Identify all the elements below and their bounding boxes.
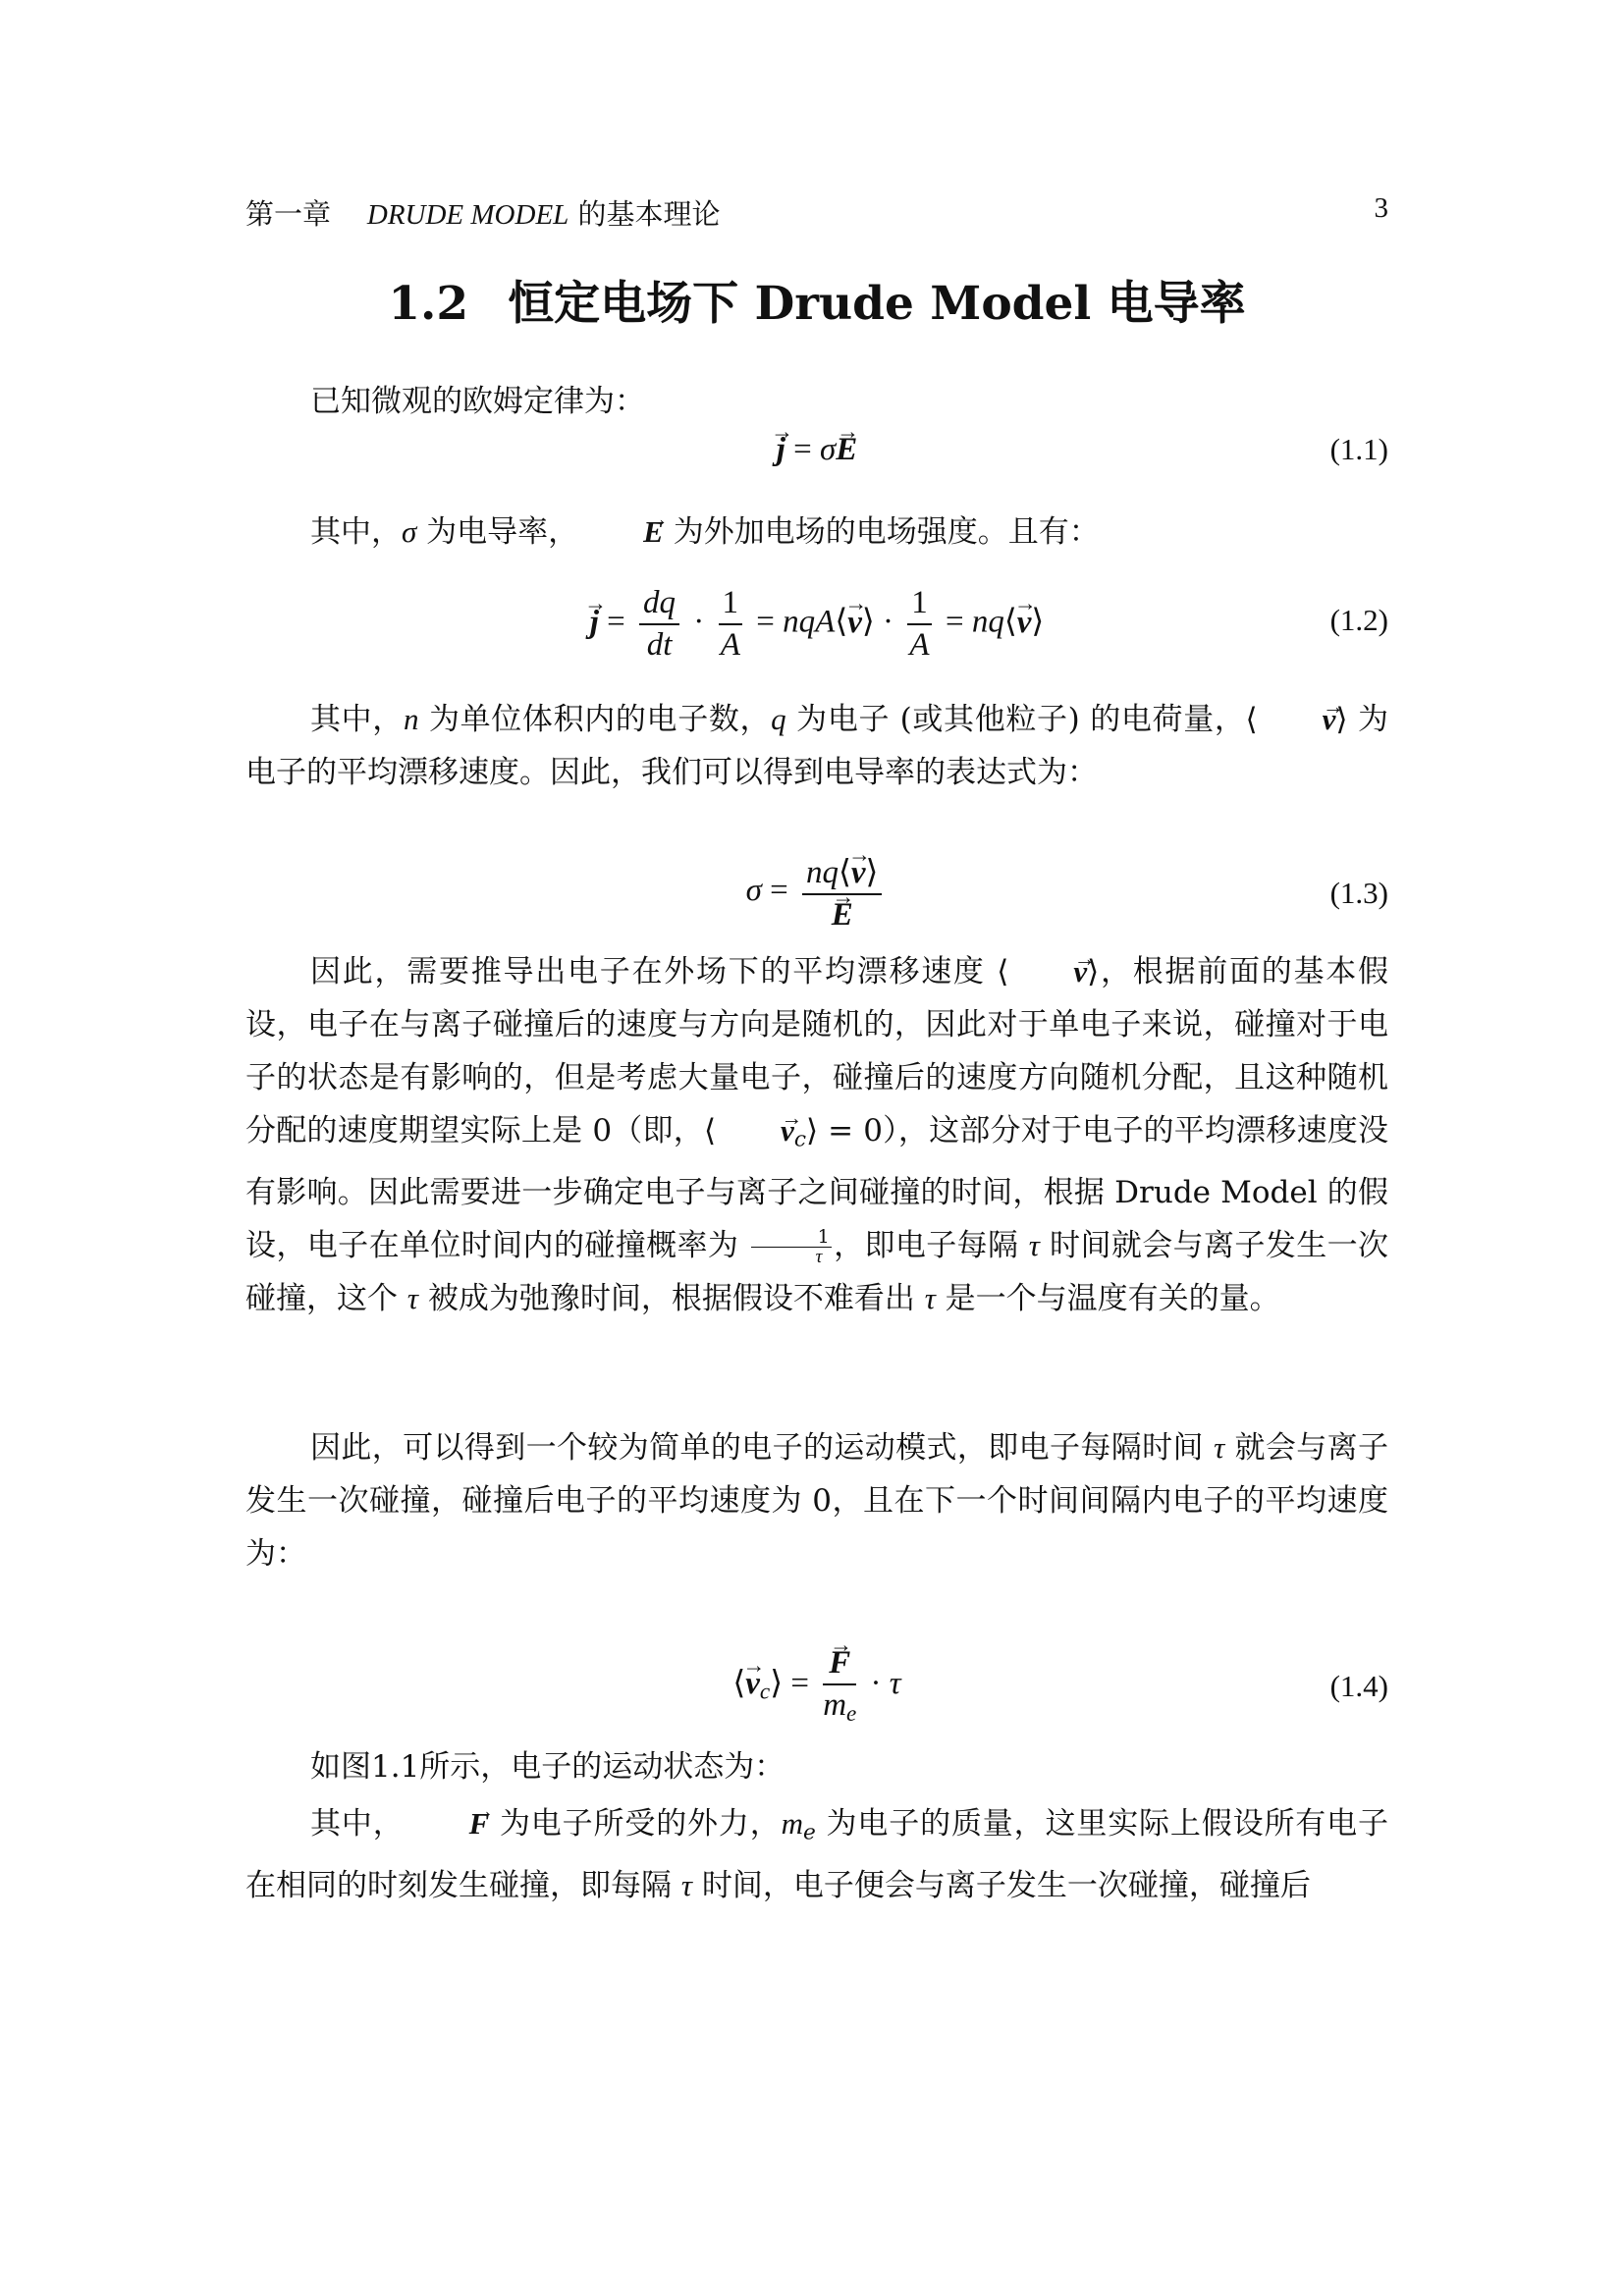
- j-vector: → j: [590, 605, 599, 641]
- frac-num: 1: [719, 585, 743, 625]
- fraction-dq-dt: [639, 585, 679, 664]
- rangle: ⟩: [861, 601, 875, 640]
- p2-b: 为电导率，: [416, 514, 579, 550]
- p4-g: 是一个与温度有关的量。: [935, 1281, 1280, 1317]
- fraction-f-me: [823, 1645, 856, 1727]
- tau-symbol: τ: [1214, 1430, 1225, 1465]
- nqa-term: nqA: [783, 604, 836, 640]
- f-vector: → F: [829, 1645, 850, 1682]
- fraction-1-a: [719, 585, 743, 664]
- fraction-1-a-2: [907, 585, 932, 664]
- p3-a: 其中，: [310, 702, 404, 737]
- rangle: ⟩: [1031, 601, 1045, 640]
- frac-num: 1: [907, 585, 932, 625]
- p5-b: 就会与离子发生一次碰撞，碰撞后电子的平均速度为 0，且在下一个时间间隔内电子的平均速度为：: [245, 1430, 1389, 1572]
- eq-1-1-number: (1.1): [1329, 432, 1388, 466]
- eq-sign: =: [793, 432, 812, 467]
- sigma-symbol: σ: [745, 873, 762, 909]
- paragraph-3: [245, 693, 1388, 799]
- rangle: ⟩: [770, 1662, 784, 1701]
- rangle: ⟩: [865, 852, 879, 890]
- eq-sign: =: [770, 873, 788, 909]
- eq-sign: =: [790, 1665, 809, 1701]
- equation-1-4: [245, 1645, 1388, 1734]
- c-subscript: c: [759, 1678, 771, 1704]
- p3-d: 为电子的平均漂移速度。因此，我们可以得到电导率的表达式为：: [245, 702, 1389, 790]
- tau-symbol: τ: [1028, 1228, 1040, 1263]
- p7-b: 为电子所受的外力，: [489, 1806, 782, 1842]
- p2-c: 为外加电场的电场强度。且有：: [663, 514, 1100, 550]
- langle: ⟨: [997, 954, 1009, 989]
- paragraph-4: [245, 945, 1388, 1325]
- tau-symbol: τ: [924, 1281, 936, 1316]
- langle: ⟨: [835, 601, 848, 640]
- frac-den: [823, 1685, 856, 1727]
- chapter-en: DRUDE MODEL: [366, 199, 569, 231]
- e-vector: → E: [836, 432, 857, 468]
- eq-1-4-body: [245, 1645, 1388, 1727]
- paragraph-2: [245, 506, 1388, 559]
- eq-sign: =: [607, 604, 625, 640]
- nq-term: nq: [806, 855, 839, 890]
- fraction-conductivity: [802, 852, 882, 934]
- langle: ⟨: [839, 852, 851, 890]
- rangle: ⟩: [1087, 954, 1100, 989]
- eq-1-2-number: (1.2): [1329, 603, 1388, 637]
- m-symbol: m: [823, 1687, 847, 1723]
- q-symbol: q: [771, 702, 786, 736]
- p5-a: 因此，可以得到一个较为简单的电子的运动模式，即电子每隔时间: [310, 1430, 1215, 1466]
- v-vector: → v: [1008, 945, 1087, 998]
- frac-num: [823, 1645, 856, 1685]
- eq-1-1-body: [245, 432, 1388, 468]
- langle: ⟨: [703, 1113, 717, 1148]
- e-vector: → E: [578, 506, 664, 559]
- fraction-1-tau: [751, 1228, 832, 1266]
- eq-sign: =: [756, 604, 775, 640]
- vc-vector: → v: [745, 1666, 760, 1702]
- p4-a: 因此，需要推导出电子在外场下的平均漂移速度: [310, 954, 998, 989]
- equation-1-1: [245, 432, 1388, 501]
- p3-c: 为电子 (或其他粒子) 的电荷量，: [785, 702, 1246, 737]
- e-subscript: e: [803, 1820, 816, 1845]
- cdot: ·: [693, 604, 705, 640]
- chapter-title: [245, 192, 721, 233]
- vc-vector: → v: [716, 1104, 794, 1157]
- p2-a: 其中，: [310, 514, 402, 550]
- frac-den: [802, 895, 882, 934]
- frac-den: τ: [815, 1247, 823, 1268]
- running-header: [245, 192, 1388, 232]
- p7-a: 其中，: [310, 1806, 405, 1842]
- langle: ⟨: [1245, 702, 1258, 737]
- eq-1-3-body: [245, 852, 1388, 934]
- eq-sign: =: [828, 1113, 854, 1148]
- p4-b: ，根据前面的基本假设，电子在与离子碰撞后的速度与方向是随机的，因此对于单电子来说，碰撞对于电子的状态是有影响的，但是考虑大量电子，碰撞后的速度方向随机分配，且这种随机分配的速度期望实际上是 0（即，: [245, 954, 1389, 1148]
- cdot: ·: [870, 1665, 882, 1701]
- tau-symbol: τ: [406, 1281, 418, 1316]
- tau-symbol: τ: [889, 1665, 901, 1701]
- langle: ⟨: [1003, 601, 1017, 640]
- c-subscript: c: [793, 1127, 806, 1152]
- m-symbol: m: [781, 1806, 803, 1841]
- p3-b: 为单位体积内的电子数，: [418, 702, 772, 737]
- paragraph-1: [245, 375, 1388, 428]
- zero: 0: [863, 1113, 883, 1148]
- chapter-suffix: 的基本理论: [577, 197, 721, 231]
- chapter-prefix: 第一章: [245, 197, 332, 231]
- f-vector: → F: [405, 1797, 490, 1850]
- eq-sign: =: [945, 604, 964, 640]
- p4-d: ，即电子每隔: [833, 1228, 1029, 1264]
- equation-1-3: [245, 852, 1388, 940]
- p4-f: 被成为弛豫时间，根据假设不难看出: [417, 1281, 925, 1317]
- p6-text: 如图1.1所示，电子的运动状态为：: [310, 1749, 785, 1785]
- p4-c: ），这部分对于电子的平均漂移速度没有影响。因此需要进一步确定电子与离子之间碰撞的时间，根据 Drude Model 的假设，电子在单位时间内的碰撞概率为: [245, 1113, 1389, 1264]
- nq-term: nq: [971, 604, 1004, 640]
- frac-num: 1: [751, 1228, 832, 1248]
- p4-e: 时间就会与离子发生一次碰撞，这个: [245, 1228, 1388, 1317]
- section-number: 1.2: [388, 277, 469, 331]
- cdot: ·: [882, 604, 893, 640]
- eq-1-2-body: [245, 585, 1388, 664]
- tau-symbol: τ: [680, 1868, 692, 1903]
- paragraph-5: [245, 1421, 1388, 1580]
- frac-den: dt: [646, 627, 673, 663]
- n-symbol: n: [403, 702, 419, 736]
- eq-1-3-number: (1.3): [1329, 876, 1388, 910]
- v-vector: → v: [851, 855, 866, 891]
- rangle: ⟩: [1335, 702, 1348, 737]
- sigma-symbol: σ: [820, 432, 837, 467]
- page-number: 3: [1374, 192, 1388, 224]
- frac-den: A: [720, 627, 740, 663]
- v-vector: → v: [847, 605, 862, 641]
- equation-1-2: [245, 585, 1388, 664]
- e-subscript: e: [846, 1699, 857, 1726]
- p7-c: 为电子的质量，这里实际上假设所有电子在相同的时刻发生碰撞，即每隔: [245, 1806, 1389, 1904]
- v-vector: → v: [1258, 693, 1336, 746]
- langle: ⟨: [732, 1662, 746, 1701]
- rangle: ⟩: [805, 1113, 819, 1148]
- p7-d: 时间，电子便会与离子发生一次碰撞，碰撞后: [691, 1868, 1311, 1904]
- sigma-symbol: σ: [402, 514, 417, 549]
- p1-text: 已知微观的欧姆定律为：: [310, 384, 645, 419]
- section-heading: [245, 267, 1388, 333]
- j-vector: → j: [777, 432, 785, 468]
- section-title: 恒定电场下 Drude Model 电导率: [508, 277, 1246, 331]
- frac-den: A: [909, 627, 930, 663]
- eq-1-4-number: (1.4): [1329, 1669, 1388, 1703]
- paragraph-7: [245, 1797, 1388, 1912]
- frac-num: dq: [639, 585, 679, 625]
- e-vector: → E: [832, 897, 853, 934]
- v-vector: → v: [1017, 605, 1032, 641]
